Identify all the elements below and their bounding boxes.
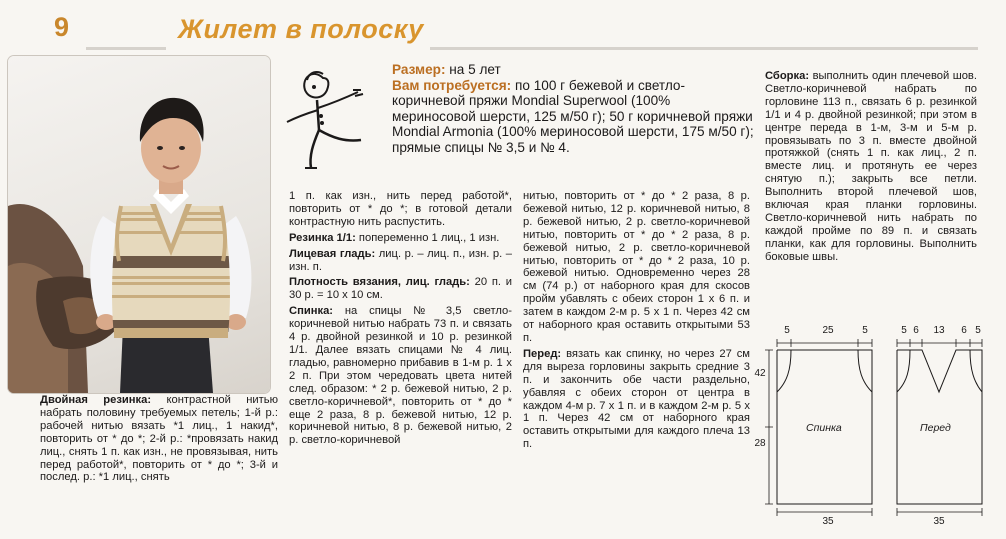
column-4 [765,70,977,264]
front-top-dim-2: 6 [913,325,919,336]
side-upper-dim: 42 [754,368,766,379]
front-top-dim-5: 5 [975,325,981,336]
header-divider-left [86,47,166,50]
double-rib-heading: Двойная резинка: [40,394,152,406]
specification-block [392,62,757,156]
assembly-text: выполнить один плечевой шов. Светло-коричневой набрать по горловине 113 п., связать 6 р. резинкой 1/1 и 4 р. двойной резинкой; при этом в центре переда в 1-м, 3-м и 5-м р. провязывать по 3 п. вместе двойной протяжкой (снять 1 п. как лиц., 2 п. вместе лиц. и протянуть ее через снятую п.); закрыть все петли. Выполнить второй плечевой шов, включая края планки горловины. Светло-коричневой нить набрать по каждой пройме по 89 п. и связать планки, как для горловины. Выполнить боковые швы. [765,70,977,263]
column-3 [523,190,750,451]
back-top-dim-1: 5 [784,325,790,336]
column-2 [289,190,512,447]
materials-label: Вам потребуется: [392,77,512,93]
front-bottom-dim: 35 [933,516,945,527]
model-photo [8,56,270,393]
gauge-heading: Плотность вязания, лиц. гладь: [289,276,470,289]
front-piece-label: Перед [920,422,951,434]
back-heading: Спинка: [289,305,334,318]
front-heading: Перед: [523,347,562,360]
back-top-dim-2: 25 [822,325,834,336]
rib-text: попеременно 1 лиц., 1 изн. [355,231,500,244]
back-piece-label: Спинка [806,422,842,434]
front-text: вязать как спинку, но через 27 см для выреза горловины закрыть средние 3 п. и закончить обе части раздельно, убавляя с обеих сторон от центра в каждом 4-м р. 7 х 1 п. и в каждом 2-м р. 5 х 1 п. Через 42 см от наборного края оставить открытыми для каждого плеча 13 п. [523,347,750,451]
double-rib-text: контрастной нитью набрать половину требуемых петель; 1-й р.: рабочей нитью вязать *1 лиц., 1 накид*, повторить от * до *; 2-й р.: *провязать накид лиц., снять 1 п. как изн., не провязывая, нить перед работой*, повторить от * до *; 3-й и послед. р.: *1 лиц., снять [40,394,279,484]
header-divider-right [430,47,978,50]
column-2-continued-text: 1 п. как изн., нить перед работой*, повторить от * до *; в готовой детали контрастную нить распустить. [289,190,512,228]
boy-in-striped-vest-illustration [8,56,270,393]
assembly-heading: Сборка: [765,70,810,82]
back-bottom-dim: 35 [822,516,834,527]
stick-figure-icon [283,68,373,178]
rib-heading: Резинка 1/1: [289,231,356,244]
size-value: на 5 лет [445,62,501,77]
back-text: на спицы № 3,5 светло-коричневой нитью набрать 73 п. и связать 4 р. двойной резинкой и 10 р. резинкой 1/1. Далее вязать спицами № 4 лиц. гладью, равномерно прибавив в 1-м р. 1 х 2 п. При этом чередовать цвета нитей след. образом: * 2 р. бежевой нитью, 2 р. светло-коричневой*, повторить от * до * еще 2 раза, 8 р. бежевой нитью, 12 р. коричневой нитью, 8 р. бежевой нитью, 2 р. светло-коричневой [289,305,512,447]
article-title: Жилет в полоску [178,14,424,44]
column-3-continued-text: нитью, повторить от * до * 2 раза, 8 р. бежевой нитью, 12 р. коричневой нитью, 8 р. бежевой нитью, 2 р. светло-коричневой нитью, повторить от * до * 2 раза, 8 р. бежевой нитью, 2 р. светло-коричневой нитью, повторить от * до * 2 раза, 10 р. бежевой нитью. Одновременно через 28 см (74 р.) от наборного края для скосов пройм убавлять с обеих сторон 1 х 6 п. и затем в каждом 2-м р. 5 х 1 п. Через 42 см от наборного края оставить открытыми 53 п. [523,190,750,344]
stockinette-heading: Лицевая гладь: [289,247,376,260]
back-top-dim-3: 5 [862,325,868,336]
side-lower-dim: 28 [754,438,766,449]
column-1 [40,394,278,484]
gauge-text: 20 п. и 30 р. = 10 х 10 см. [289,276,512,302]
size-label: Размер: [392,62,446,77]
pattern-schematic [752,322,992,532]
front-top-dim-3: 13 [933,325,945,336]
stockinette-text: лиц. р. – лиц. п., изн. р. – изн. п. [289,247,512,273]
page-number: 9 [54,12,70,42]
page-header [0,0,1006,50]
front-top-dim-1: 5 [901,325,907,336]
materials-text: по 100 г бежевой и светло-коричневой пряжи Mondial Superwool (100% мериносовой шерсти, 125 м/50 г); 50 г коричневой пряжи Mondial Armonia (100% мериносовой шерсти, 175 м/50 г); прямые спицы № 3,5 и № 4. [392,77,754,155]
front-top-dim-4: 6 [961,325,967,336]
